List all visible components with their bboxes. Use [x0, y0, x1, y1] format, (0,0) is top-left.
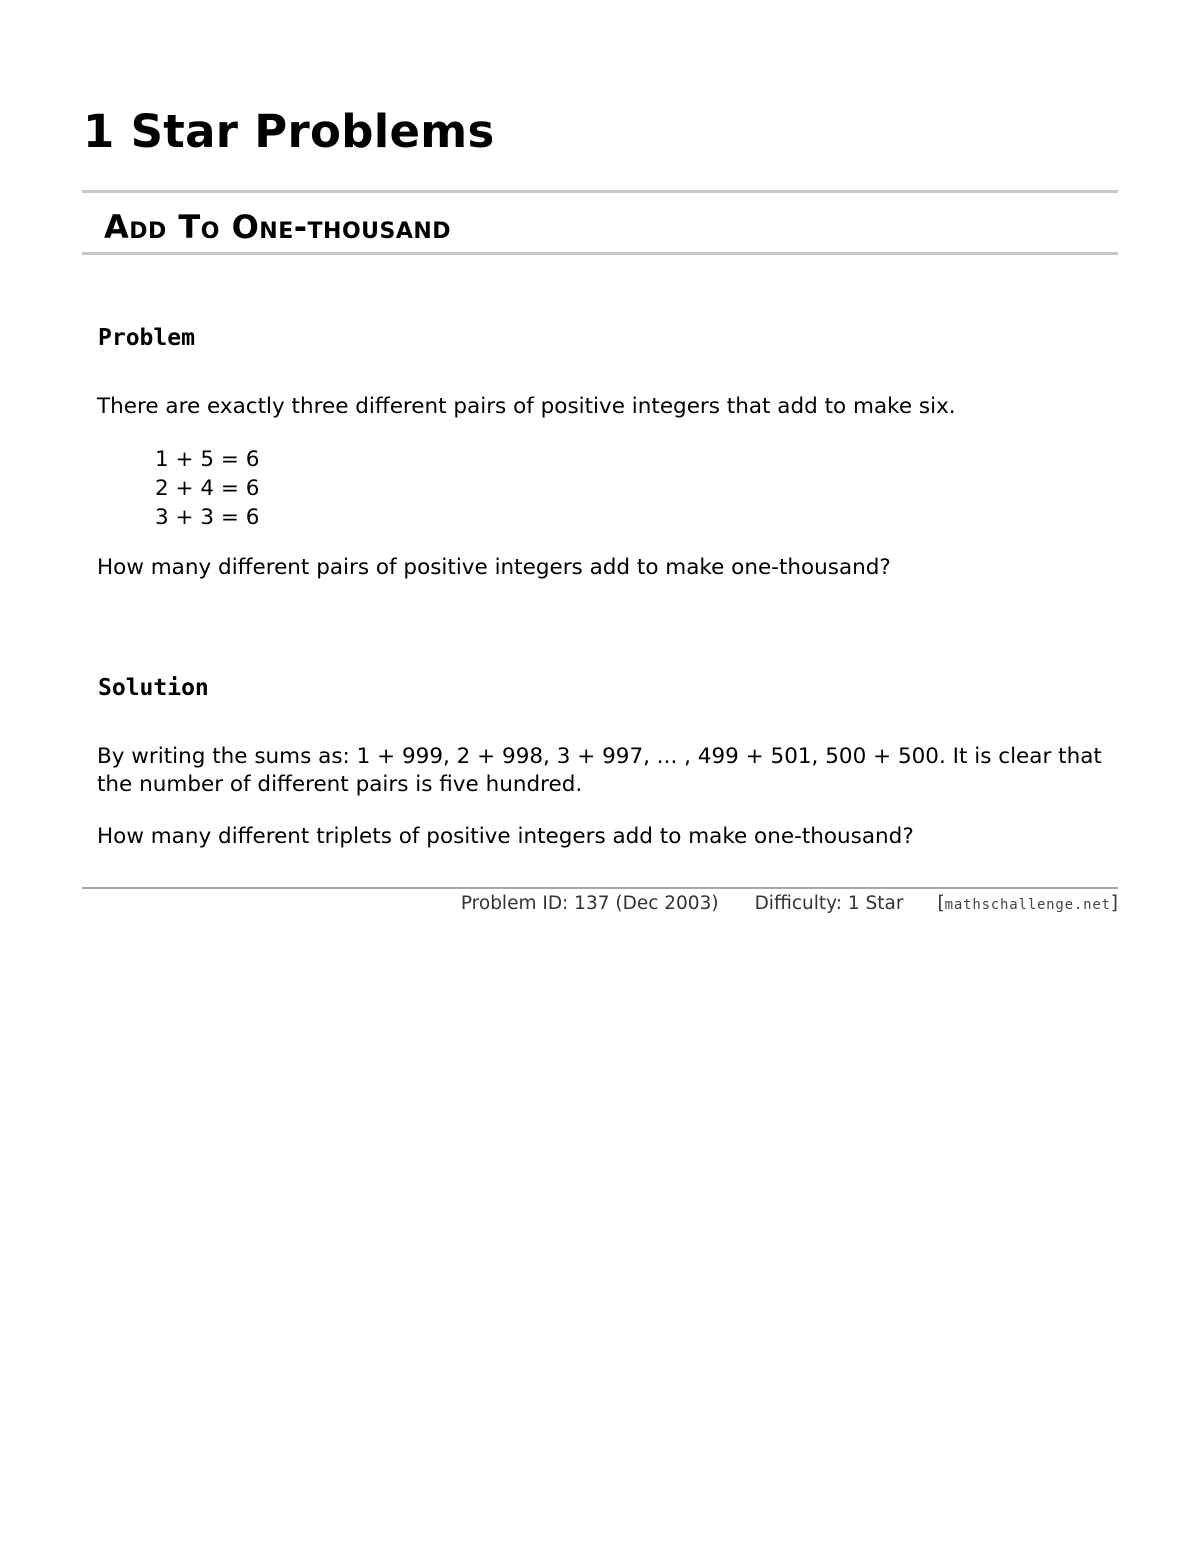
problem-question: How many different pairs of positive integers add to make one-thousand? — [97, 555, 891, 580]
source-site-link[interactable]: mathschallenge.net — [944, 897, 1111, 913]
difficulty-label: Difficulty: 1 Star — [754, 893, 904, 914]
footer — [461, 891, 1118, 918]
solution-heading: Solution — [98, 675, 209, 701]
footer-divider — [82, 887, 1118, 889]
title-bottom-divider — [82, 252, 1118, 255]
equation-item: 1 + 5 = 6 — [155, 447, 260, 472]
equation-item: 2 + 4 = 6 — [155, 476, 260, 501]
equation-list — [155, 445, 259, 532]
problem-intro: There are exactly three different pairs of positive integers that add to make six. — [97, 394, 956, 419]
followup-question: How many different triplets of positive integers add to make one-thousand? — [97, 824, 914, 849]
source-bracket-close: ] — [1110, 893, 1118, 914]
problem-id: Problem ID: 137 (Dec 2003) — [460, 893, 719, 914]
page-title: 1 Star Problems — [83, 105, 495, 158]
source-attribution — [937, 891, 1118, 918]
solution-text: By writing the sums as: 1 + 999, 2 + 998, 3 + 997, ... , 499 + 501, 500 + 500. It is clear that the number of different pairs is five hundred. — [97, 744, 1102, 797]
problem-title: Add To One-thousand — [104, 208, 452, 246]
equation-item: 3 + 3 = 6 — [155, 505, 260, 530]
source-bracket-open: [ — [937, 893, 945, 914]
problem-heading: Problem — [98, 325, 195, 351]
title-top-divider — [82, 190, 1118, 193]
